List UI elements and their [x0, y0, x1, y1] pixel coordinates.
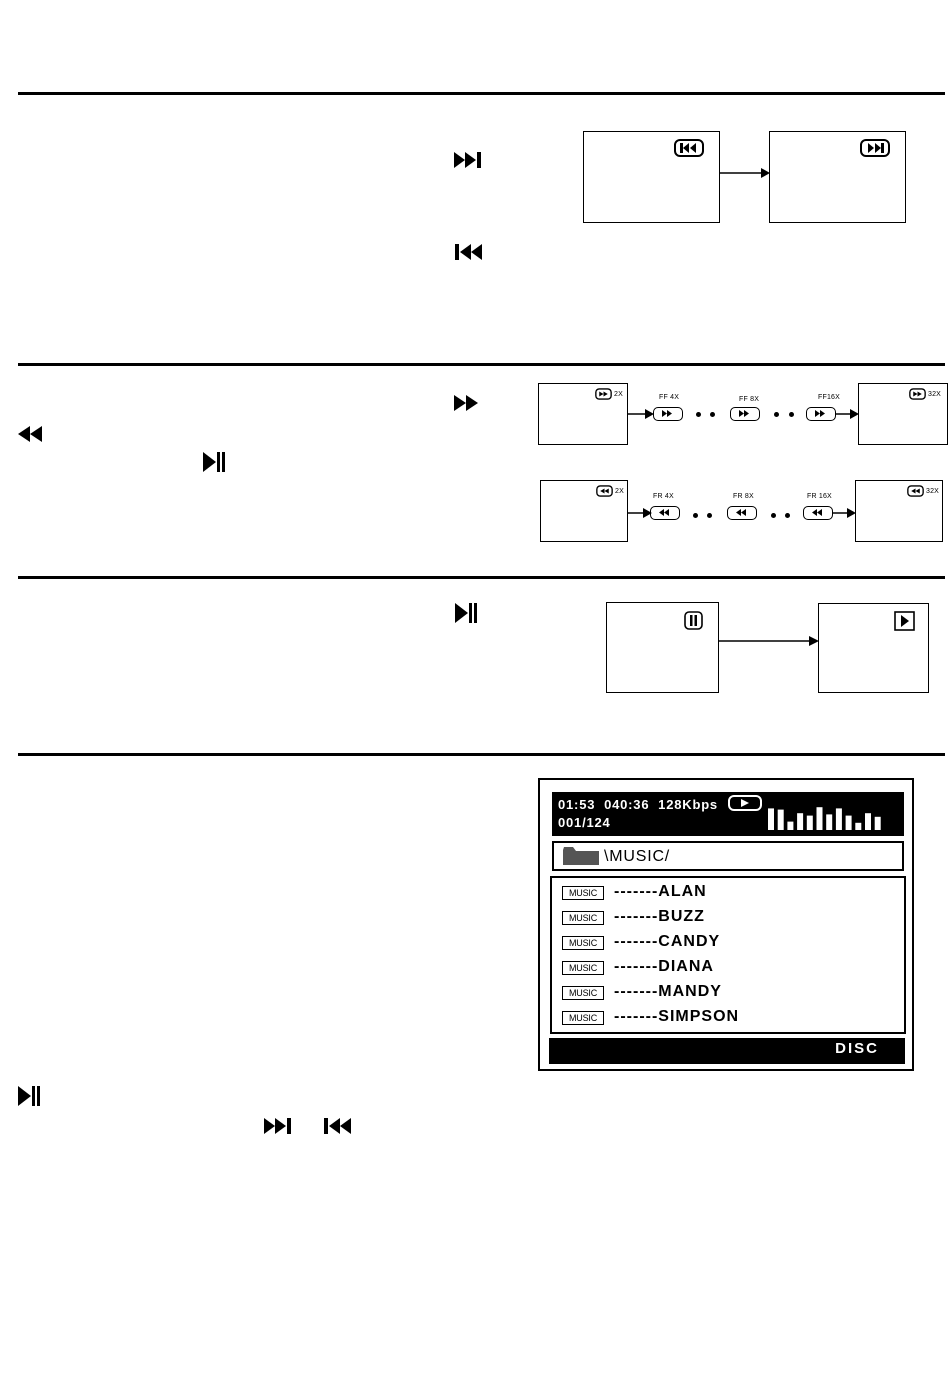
ellipsis-dot: [789, 412, 794, 417]
track-name: -------SIMPSON: [614, 1008, 740, 1025]
music-file-tag: MUSIC: [562, 961, 604, 975]
track-name: -------DIANA: [614, 958, 714, 975]
track-name: -------BUZZ: [614, 908, 705, 925]
skip-next-icon: [860, 139, 890, 157]
track-list: [550, 876, 906, 1034]
skip-previous-icon: [674, 139, 704, 157]
spectrum-bar: [778, 810, 784, 830]
rewind-icon: [596, 485, 613, 497]
spectrum-bar: [855, 823, 861, 830]
list-item[interactable]: [562, 1008, 892, 1030]
section-divider-4: [18, 753, 945, 756]
fr-step-pill-3: [803, 506, 833, 520]
spectrum-analyzer: [768, 806, 884, 830]
skip-previous-icon: [323, 1116, 353, 1136]
fr-step-label-1: FR 4X: [653, 493, 674, 500]
source-bar: [549, 1038, 905, 1064]
fr-end-screen: [855, 480, 943, 542]
screen-paused: [606, 602, 719, 693]
play-pause-icon: [455, 602, 479, 624]
playback-time-bitrate: 01:53 040:36 128Kbps: [558, 797, 718, 812]
section-divider-1: [18, 92, 945, 95]
skip-previous-icon: [454, 242, 484, 262]
music-file-tag: MUSIC: [562, 936, 604, 950]
screen-before-skip: [583, 131, 720, 223]
fr-end-speed: 32X: [926, 488, 940, 495]
music-file-tag: MUSIC: [562, 886, 604, 900]
list-item[interactable]: [562, 933, 892, 955]
folder-path: \MUSIC/: [604, 848, 671, 865]
source-label: DISC: [835, 1040, 879, 1057]
spectrum-bar: [846, 816, 852, 830]
list-item[interactable]: [562, 883, 892, 905]
ff-end-speed: 32X: [928, 391, 942, 398]
play-icon: [894, 611, 915, 631]
spectrum-bar: [797, 813, 803, 830]
folder-icon: [563, 847, 599, 865]
rewind-icon: [18, 424, 44, 444]
ff-step-pill-3: [806, 407, 836, 421]
screen-playing: [818, 603, 929, 693]
rewind-icon: [907, 485, 924, 497]
section-divider-2: [18, 363, 945, 366]
ellipsis-dot: [696, 412, 701, 417]
current-folder-bar[interactable]: [552, 841, 904, 871]
ff-step-pill-2: [730, 407, 760, 421]
spectrum-bar: [865, 813, 871, 830]
ff-arrow-out: [836, 408, 860, 420]
fr-step-pill-2: [727, 506, 757, 520]
music-file-tag: MUSIC: [562, 986, 604, 1000]
list-item[interactable]: [562, 983, 892, 1005]
fr-start-speed: 2X: [615, 488, 624, 495]
play-icon: [728, 795, 762, 811]
spectrum-bar: [836, 808, 842, 830]
fr-step-label-2: FR 8X: [733, 493, 754, 500]
fr-step-pill-1: [650, 506, 680, 520]
fast-forward-icon: [909, 388, 926, 400]
ff-end-screen: [858, 383, 948, 445]
pause-icon: [684, 611, 703, 630]
ff-start-screen: [538, 383, 628, 445]
ff-step-label-3: FF16X: [818, 394, 841, 401]
transition-arrow: [718, 634, 820, 648]
transition-arrow: [719, 166, 771, 180]
play-pause-icon: [203, 451, 227, 473]
ff-step-label-1: FF 4X: [659, 394, 680, 401]
ellipsis-dot: [785, 513, 790, 518]
spectrum-bar: [787, 822, 793, 830]
ff-start-speed: 2X: [614, 391, 623, 398]
fr-step-label-3: FR 16X: [807, 493, 832, 500]
spectrum-bar: [826, 814, 832, 830]
play-pause-icon: [18, 1085, 42, 1107]
skip-next-icon: [454, 150, 484, 170]
track-name: -------ALAN: [614, 883, 707, 900]
section-divider-3: [18, 576, 945, 579]
spectrum-bar: [768, 808, 774, 830]
spectrum-bar: [807, 816, 813, 830]
spectrum-bar: [817, 807, 823, 830]
ff-step-label-2: FF 8X: [739, 396, 760, 403]
list-item[interactable]: [562, 908, 892, 930]
ellipsis-dot: [774, 412, 779, 417]
music-file-tag: MUSIC: [562, 1011, 604, 1025]
playback-status-bar: [552, 792, 904, 836]
music-file-tag: MUSIC: [562, 911, 604, 925]
fast-forward-icon: [454, 393, 480, 413]
fast-forward-icon: [595, 388, 612, 400]
ff-step-pill-1: [653, 407, 683, 421]
track-name: -------MANDY: [614, 983, 722, 1000]
ellipsis-dot: [693, 513, 698, 518]
list-item[interactable]: [562, 958, 892, 980]
fr-start-screen: [540, 480, 628, 542]
ellipsis-dot: [710, 412, 715, 417]
skip-next-icon: [264, 1116, 294, 1136]
ellipsis-dot: [707, 513, 712, 518]
fr-arrow-out: [833, 507, 857, 519]
track-name: -------CANDY: [614, 933, 721, 950]
ellipsis-dot: [771, 513, 776, 518]
ff-arrow-in: [627, 408, 655, 420]
spectrum-bar: [875, 817, 881, 830]
music-browser-screen: [538, 778, 914, 1071]
track-counter: 001/124: [558, 815, 611, 830]
screen-after-skip: [769, 131, 906, 223]
